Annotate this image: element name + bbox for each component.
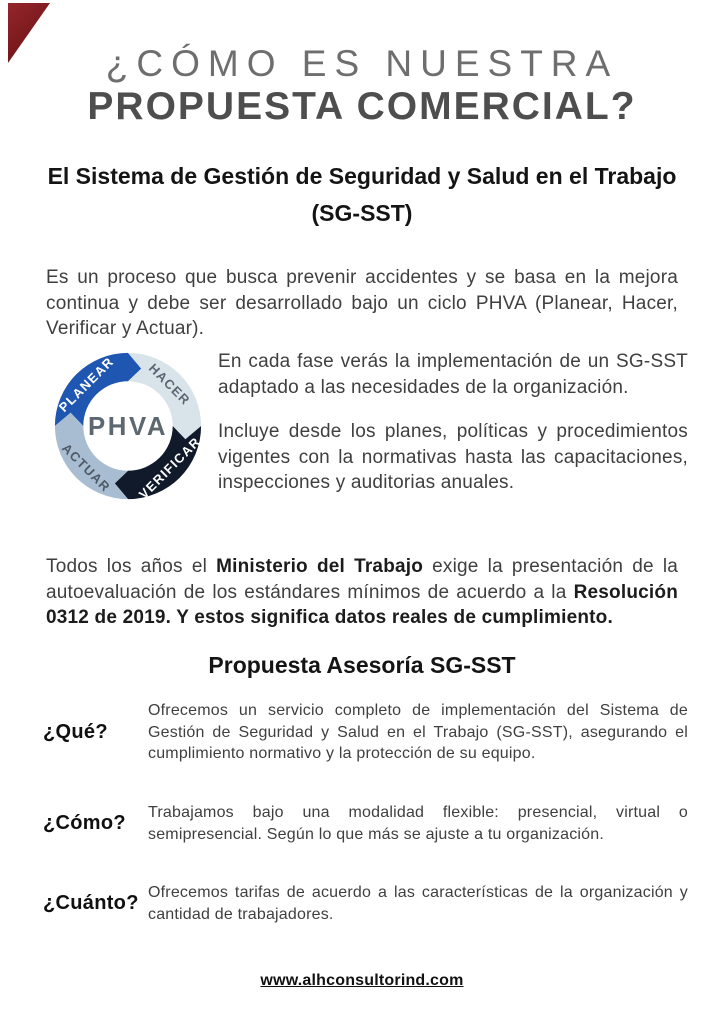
phva-label-verificar: VERIFICAR: [135, 433, 204, 502]
footer: [0, 972, 724, 990]
phase-description: [218, 330, 688, 496]
phase-paragraph-2: Incluye desde los planes, políticas y procedimientos vigentes con la normativas hasta las capacitaciones, inspecciones y auditorias anuales.: [218, 421, 688, 493]
phase-paragraph-1: En cada fase verás la implementación de un SG-SST adaptado a las necesidades de la organización.: [218, 351, 688, 398]
proposal-heading: Propuesta Asesoría SG-SST: [208, 652, 516, 678]
website-link[interactable]: www.alhconsultorind.com: [260, 972, 464, 989]
phva-cycle-diagram: [42, 340, 214, 512]
page-title-line2: PROPUESTA COMERCIAL?: [87, 85, 637, 128]
ministry-bold-resolution: Resolución 0312 de 2019. Y estos significa datos reales de cumplimiento.: [46, 581, 678, 628]
phva-label-hacer: HACER: [145, 360, 194, 409]
phva-label-actuar: ACTUAR: [59, 440, 114, 495]
ministry-bold-entity: Ministerio del Trabajo: [216, 556, 424, 577]
question-label-que: ¿Qué?: [43, 721, 108, 744]
question-label-como: ¿Cómo?: [43, 812, 126, 835]
page-title-line1: ¿CÓMO ES NUESTRA: [105, 43, 619, 84]
proposal-row-cuanto: [43, 882, 688, 925]
answer-text-que: Ofrecemos un servicio completo de implementación del Sistema de Gestión de Seguridad y Salud en el Trabajo (SG-SST), asegurando el cumplimiento normativo y la protección de su equipo.: [148, 702, 688, 763]
proposal-row-como: [43, 802, 688, 845]
section-subtitle: [30, 158, 694, 232]
answer-text-como: Trabajamos bajo una modalidad flexible: presencial, virtual o semipresencial. Según lo que más se ajuste a tu organización.: [148, 804, 688, 843]
subtitle-line2: (SG-SST): [311, 200, 413, 226]
question-label-cuanto: ¿Cuánto?: [43, 892, 139, 915]
page-title: [0, 44, 724, 128]
answer-text-cuanto: Ofrecemos tarifas de acuerdo a las características de la organización y cantidad de trabajadores.: [148, 884, 688, 923]
intro-paragraph: Es un proceso que busca prevenir accidentes y se basa en la mejora continua y debe ser desarrollado bajo un ciclo PHVA (Planear, Hacer, Verificar y Actuar).: [46, 267, 678, 339]
proposal-row-que: [43, 700, 688, 765]
phva-label-planear: PLANEAR: [55, 353, 117, 415]
ministry-paragraph: [46, 554, 678, 631]
ministry-text-mid: exige la presentación de la autoevaluación de los estándares mínimos de acuerdo a la: [46, 556, 679, 603]
ministry-text-pre: Todos los años el: [46, 556, 217, 577]
phva-center-text: PHVA: [87, 412, 169, 441]
subtitle-line1: El Sistema de Gestión de Seguridad y Salud en el Trabajo: [47, 163, 677, 189]
